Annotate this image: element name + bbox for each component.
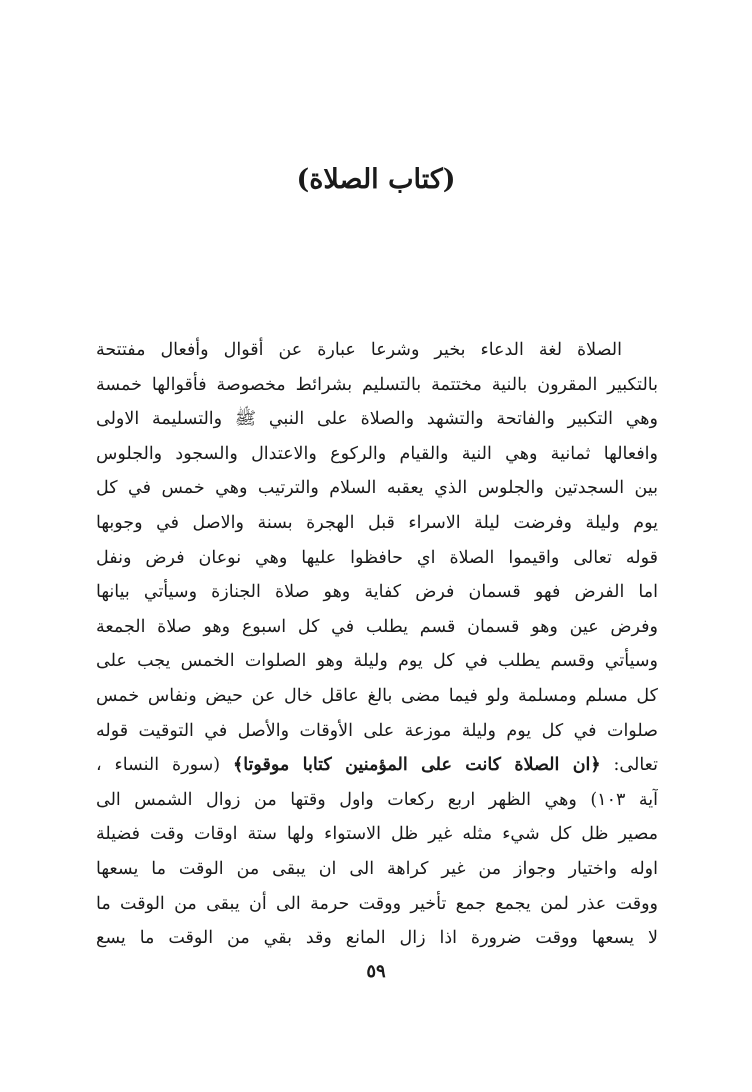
text-line: لا يسعها ووقت ضرورة اذا زال المانع وقد بقي من الوقت ما يسع [96, 928, 658, 949]
text-line: كل مسلم ومسلمة ولو فيما مضى بالغ عاقل خال عن حيض ونفاس خمس [96, 685, 658, 706]
text-line: مصير ظل كل شيء مثله غير ظل الاستواء ولها ستة اوقات وقت فضيلة [96, 824, 658, 845]
text-line: بين السجدتين والجلوس الذي يعقبه السلام والترتيب وهي خمس في كل [96, 478, 658, 499]
text-line: بالتكبير المقرون بالنية مختتمة بالتسليم بشرائط مخصوصة فأقوالها خمسة [96, 374, 658, 395]
body-paragraph [96, 333, 658, 956]
text-line: ووقت عذر لمن يجمع جمع تأخير ووقت حرمة الى أن يبقى من الوقت ما [96, 893, 658, 914]
chapter-title: (كتاب الصلاة) [296, 164, 456, 195]
verse-intro: تعالى: [613, 755, 658, 776]
quran-verse: ﴿ان الصلاة كانت على المؤمنين كتابا موقوتا﴾ [232, 755, 601, 776]
text-line: الصلاة لغة الدعاء بخير وشرعا عبارة عن أقوال وأفعال مفتتحة [96, 340, 622, 360]
text-line: اما الفرض فهو قسمان فرض كفاية وهو صلاة الجنازة وسيأتي بيانها [96, 582, 658, 603]
text-line: قوله تعالى واقيموا الصلاة اي حافظوا عليها وهي نوعان فرض ونفل [96, 547, 658, 568]
verse-reference: (سورة النساء ، [96, 755, 221, 776]
text-line: وفرض عين وهو قسمان قسم يطلب في كل اسبوع وهو صلاة الجمعة [96, 616, 658, 637]
text-line: اوله واختيار وجواز من غير كراهة الى ان يبقى من الوقت ما يسعها [96, 858, 658, 879]
page-number: ٥٩ [366, 961, 386, 982]
text-line: وافعالها ثمانية وهي النية والقيام والركوع والاعتدال والسجود والجلوس [96, 443, 658, 464]
text-line: صلوات في كل يوم وليلة موزعة على الأوقات والأصل في التوقيت قوله [96, 720, 658, 741]
verse-line [96, 748, 658, 783]
text-line: آية ١٠٣) وهي الظهر اربع ركعات واول وقتها من زوال الشمس الى [96, 789, 658, 810]
text-line: يوم وليلة وفرضت ليلة الاسراء قبل الهجرة بسنة والاصل في وجوبها [96, 512, 658, 533]
text-line: وهي التكبير والفاتحة والتشهد والصلاة على النبي ﷺ والتسليمة الاولى [96, 409, 658, 430]
text-line: وسيأتي وقسم يطلب في كل يوم وليلة وهو الصلوات الخمس يجب على [96, 651, 658, 672]
